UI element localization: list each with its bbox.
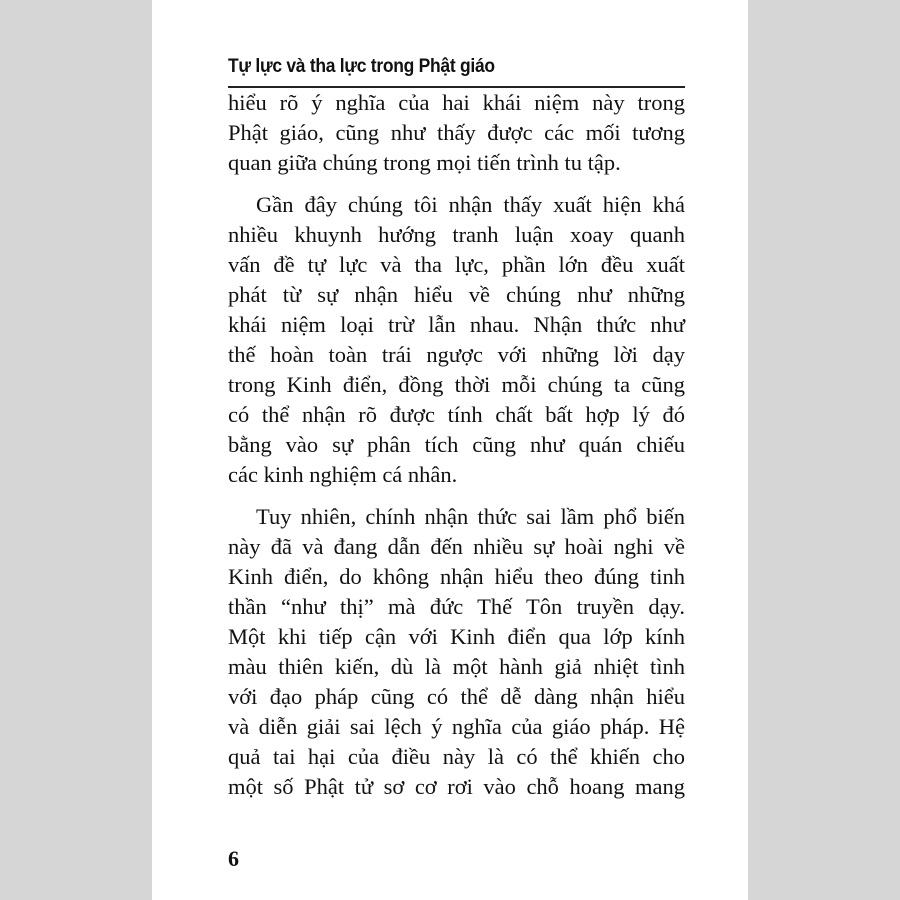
text-line: quả tai hại của điều này là có thể khiến cho bbox=[228, 744, 685, 769]
text-line: và diễn giải sai lệch ý nghĩa của giáo pháp. Hệ bbox=[228, 714, 685, 739]
text-line: quan giữa chúng trong mọi tiến trình tu tập. bbox=[228, 150, 621, 175]
header-title: Tự lực và tha lực trong Phật giáo bbox=[228, 56, 495, 77]
text-line: với đạo pháp cũng có thể dễ dàng nhận hiểu bbox=[228, 684, 685, 709]
text-line: Tuy nhiên, chính nhận thức sai lầm phổ biến bbox=[256, 504, 685, 529]
paragraph bbox=[228, 190, 685, 490]
text-line: hiểu rõ ý nghĩa của hai khái niệm này trong bbox=[228, 90, 685, 115]
text-line: màu thiên kiến, dù là một hành giả nhiệt tình bbox=[228, 654, 685, 679]
text-line: Kinh điển, do không nhận hiểu theo đúng tinh bbox=[228, 564, 685, 589]
page-number: 6 bbox=[228, 846, 239, 871]
text-line: này đã và đang dẫn đến nhiều sự hoài nghi về bbox=[228, 534, 685, 559]
text-line: thần “như thị” mà đức Thế Tôn truyền dạy. bbox=[228, 594, 685, 619]
text-line: Một khi tiếp cận với Kinh điển qua lớp kính bbox=[228, 624, 685, 649]
text-line: phát từ sự nhận hiểu về chúng như những bbox=[228, 282, 685, 307]
text-line: một số Phật tử sơ cơ rơi vào chỗ hoang mang bbox=[228, 774, 685, 799]
text-line: có thể nhận rõ được tính chất bất hợp lý đó bbox=[228, 402, 685, 427]
paragraph bbox=[228, 502, 685, 802]
text-line: nhiều khuynh hướng tranh luận xoay quanh bbox=[228, 222, 685, 247]
running-header bbox=[228, 56, 685, 88]
text-line: khái niệm loại trừ lẫn nhau. Nhận thức như bbox=[228, 312, 685, 337]
text-line: Gần đây chúng tôi nhận thấy xuất hiện khá bbox=[256, 192, 685, 217]
book-page bbox=[152, 0, 748, 900]
text-line: Phật giáo, cũng như thấy được các mối tương bbox=[228, 120, 685, 145]
text-line: vấn đề tự lực và tha lực, phần lớn đều xuất bbox=[228, 252, 685, 277]
text-line: các kinh nghiệm cá nhân. bbox=[228, 462, 458, 487]
text-line: bằng vào sự phân tích cũng như quán chiếu bbox=[228, 432, 685, 457]
text-line: trong Kinh điển, đồng thời mỗi chúng ta cũng bbox=[228, 372, 685, 397]
paragraph bbox=[228, 88, 685, 178]
page-body bbox=[228, 88, 685, 814]
text-line: thế hoàn toàn trái ngược với những lời dạy bbox=[228, 342, 685, 367]
